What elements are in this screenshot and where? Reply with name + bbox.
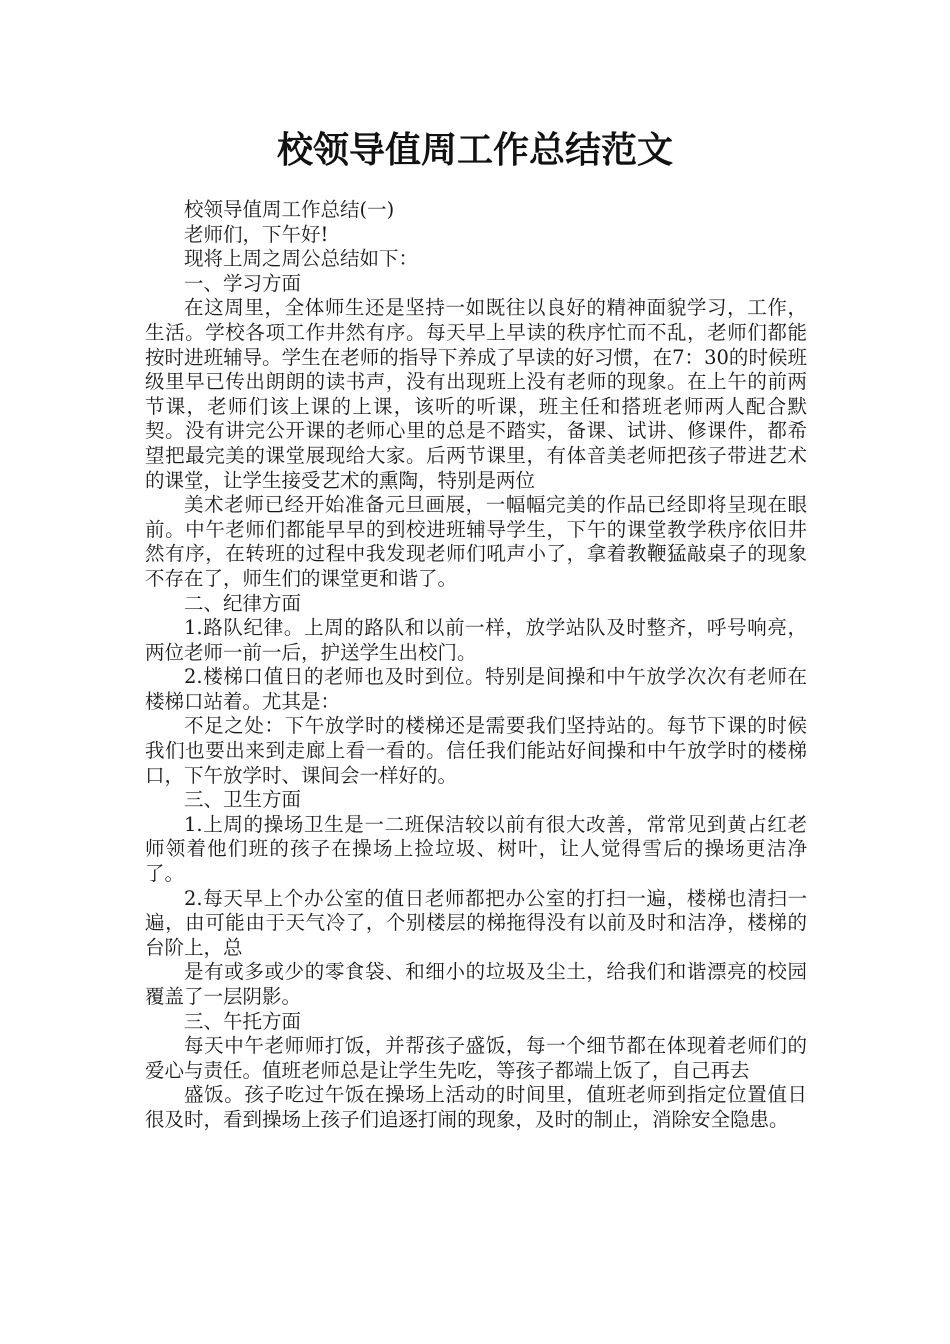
document-body <box>145 198 807 1133</box>
section-heading: 一、学习方面 <box>184 271 302 295</box>
paragraph: 不足之处：下午放学时的楼梯还是需要我们坚持站的。每节下课的时候我们也要出来到走廊上看一看的。信任我们能站好间操和中午放学时的楼梯口，下午放学时、课间会一样好的。 <box>145 714 807 787</box>
paragraph: 美术老师已经开始准备元旦画展，一幅幅完美的作品已经即将呈现在眼前。中午老师们都能早早的到校进班辅导学生，下午的课堂教学秩序依旧井然有序，在转班的过程中我发现老师们吼声小了，拿着教鞭猛敲桌子的现象不存在了，师生们的课堂更和谐了。 <box>145 493 807 590</box>
page-title: 校领导值周工作总结范文 <box>276 130 673 171</box>
paragraph: 2.楼梯口值日的老师也及时到位。特别是间操和中午放学次次有老师在楼梯口站着。尤其是： <box>145 665 807 713</box>
paragraph: 现将上周之周公总结如下： <box>184 247 419 271</box>
paragraph: 1.路队纪律。上周的路队和以前一样，放学站队及时整齐，呼号响亮，两位老师一前一后，护送学生出校门。 <box>145 616 807 664</box>
paragraph: 是有或多或少的零食袋、和细小的垃圾及尘土，给我们和谐漂亮的校园覆盖了一层阴影。 <box>145 960 807 1008</box>
section-heading: 三、午托方面 <box>184 1009 302 1033</box>
paragraph: 在这周里，全体师生还是坚持一如既往以良好的精神面貌学习，工作，生活。学校各项工作井然有序。每天早上早读的秩序忙而不乱，老师们都能按时进班辅导。学生在老师的指导下养成了早读的好习惯，在7：30的时候班级里早已传出朗朗的读书声，没有出现班上没有老师的现象。在上午的前两节课，老师们该上课的上课，该听的听课，班主任和搭班老师两人配合默契。没有讲完公开课的老师心里的总是不踏实，备课、试讲、修课件，都希望把最完美的课堂展现给大家。后两节课里，有体音美老师把孩子带进艺术的课堂，让学生接受艺术的熏陶，特别是两位 <box>145 296 807 492</box>
paragraph: 每天中午老师师打饭，并帮孩子盛饭，每一个细节都在体现着老师们的爱心与责任。值班老师总是让学生先吃，等孩子都端上饭了，自己再去 <box>145 1034 807 1082</box>
paragraph: 盛饭。孩子吃过午饭在操场上活动的时间里，值班老师到指定位置值日很及时，看到操场上孩子们追逐打闹的现象，及时的制止，消除安全隐患。 <box>145 1083 807 1131</box>
paragraph: 校领导值周工作总结(一) <box>184 198 395 221</box>
section-heading: 三、卫生方面 <box>184 788 302 812</box>
section-heading: 二、纪律方面 <box>184 591 302 615</box>
paragraph: 1.上周的操场卫生是一二班保洁较以前有很大改善，常常见到黄占红老师领着他们班的孩子在操场上捡垃圾、树叶，让人觉得雪后的操场更洁净了。 <box>145 812 807 886</box>
paragraph: 2.每天早上个办公室的值日老师都把办公室的打扫一遍，楼梯也清扫一遍，由可能由于天气冷了，个别楼层的梯拖得没有以前及时和洁净，楼梯的台阶上，总 <box>145 886 807 959</box>
paragraph: 老师们，下午好! <box>184 222 329 246</box>
